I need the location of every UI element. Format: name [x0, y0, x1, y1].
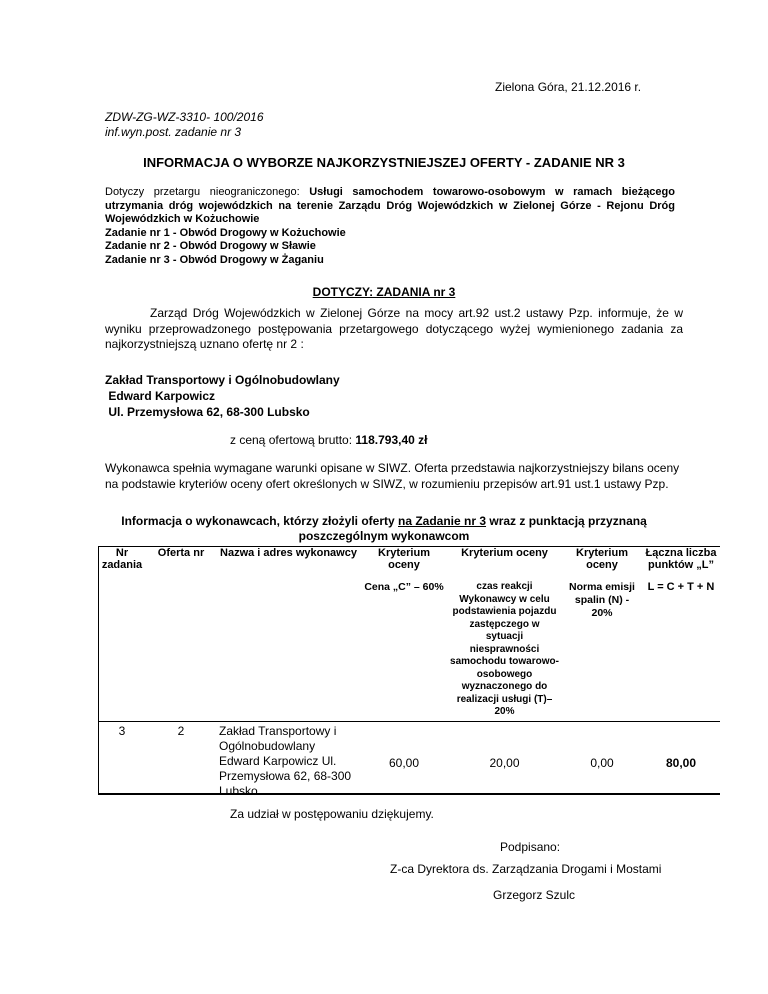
winner-person: Edward Karpowicz	[105, 389, 216, 403]
cell-l: 80,00	[665, 756, 697, 771]
cell-oferta: 2	[177, 723, 185, 738]
table-row	[98, 721, 720, 805]
header-wykonawca: Nazwa i adres wykonawcy	[220, 547, 357, 559]
subject-prefix: Dotyczy przetargu nieograniczonego:	[105, 186, 310, 198]
header-laczna-formula: L = C + T + N	[647, 581, 715, 593]
winner-block	[105, 372, 340, 420]
table-title-task: na Zadanie nr 3	[398, 514, 487, 528]
winner-name: Zakład Transportowy i Ogólnobudowlany	[105, 373, 340, 387]
reference-note: inf.wyn.post. zadanie nr 3	[105, 125, 242, 139]
task-item: Zadanie nr 2 - Obwód Drogowy w Sławie	[105, 240, 316, 252]
price-value: 118.793,40 zł	[355, 433, 428, 447]
offers-table	[98, 545, 720, 805]
cell-nr: 3	[118, 723, 126, 738]
table-title-line2: poszczególnym wykonawcom	[298, 529, 470, 543]
reference-block	[105, 110, 264, 140]
header-kryterium-t: Kryterium oceny	[461, 547, 548, 559]
cell-n: 0,00	[590, 756, 614, 771]
price-line	[230, 433, 427, 447]
header-kryterium-t-sub: czas reakcji Wykonawcy w celu podstawienia pojazdu zastępczego w sytuacji niesprawności samochodu towarowo-osobowego wyznaczonego do realizacji usługi (T)– 20%	[450, 581, 559, 717]
subject-description: Usługi samochodem towarowo-osobowym w ramach bieżącego utrzymania dróg wojewódzkich na terenie Zarządu Dróg Wojewódzkich w Zielonej Górze - Rejonu Dróg Wojewódzkich w Kożuchowie	[105, 186, 675, 225]
cell-t: 20,00	[489, 756, 520, 771]
subject-block	[105, 186, 675, 267]
header-oferta-nr: Oferta nr	[157, 547, 205, 559]
task-item: Zadanie nr 1 - Obwód Drogowy w Kożuchowie	[105, 226, 346, 239]
header-kryterium-n-sub: Norma emisji spalin (N) - 20%	[569, 581, 635, 619]
section-heading: DOTYCZY: ZADANIA nr 3	[312, 285, 456, 299]
price-label: z ceną ofertową brutto:	[230, 433, 356, 447]
signed-label: Podpisano:	[500, 840, 561, 854]
table-title-part1: Informacja o wykonawcach, którzy złożyli oferty	[121, 514, 398, 528]
reference-code: ZDW-ZG-WZ-3310- 100/2016	[105, 110, 264, 124]
announcement-paragraph: Zarząd Dróg Wojewódzkich w Zielonej Górze na mocy art.92 ust.2 ustawy Pzp. informuje, że w wyniku przeprowadzonego postępowania przetargowego dotyczącego wyżej wymienionego zadania za najkorzystniejszą uznano ofertę nr 2 :	[105, 306, 683, 351]
header-kryterium-c-sub: Cena „C” – 60%	[364, 581, 444, 593]
signatory-role: Z-ca Dyrektora ds. Zarządzania Drogami i Mostami	[390, 862, 662, 876]
task-item: Zadanie nr 3 - Obwód Drogowy w Żaganiu	[105, 253, 324, 266]
winner-address: Ul. Przemysłowa 62, 68-300 Lubsko	[105, 405, 310, 419]
cell-wykonawca: Zakład Transportowy i Ogólnobudowlany Edward Karpowicz Ul. Przemysłowa 62, 68-300 Lubsko	[219, 723, 352, 798]
header-kryterium-n: Kryterium oceny	[576, 547, 628, 571]
justification-paragraph: Wykonawca spełnia wymagane warunki opisane w SIWZ. Oferta przedstawia najkorzystniejszy bilans oceny na podstawie kryteriów oceny ofert określonych w SIWZ, w rozumieniu przepisów art.91 ust.1 ustawy Pzp.	[105, 461, 680, 491]
signatory-name: Grzegorz Szulc	[493, 888, 576, 902]
header-nr-zadania: Nr zadania	[101, 547, 143, 571]
table-title	[0, 514, 768, 544]
table-title-part2: wraz z punktacją przyznaną	[486, 514, 647, 528]
document-date: Zielona Góra, 21.12.2016 r.	[495, 80, 642, 94]
thanks-line: Za udział w postępowaniu dziękujemy.	[230, 807, 434, 821]
header-laczna: Łączna liczba punktów „L”	[645, 547, 717, 571]
cell-c: 60,00	[388, 756, 420, 771]
header-kryterium-c: Kryterium oceny	[378, 547, 430, 571]
document-title: INFORMACJA O WYBORZE NAJKORZYSTNIEJSZEJ OFERTY - ZADANIE NR 3	[143, 155, 625, 170]
